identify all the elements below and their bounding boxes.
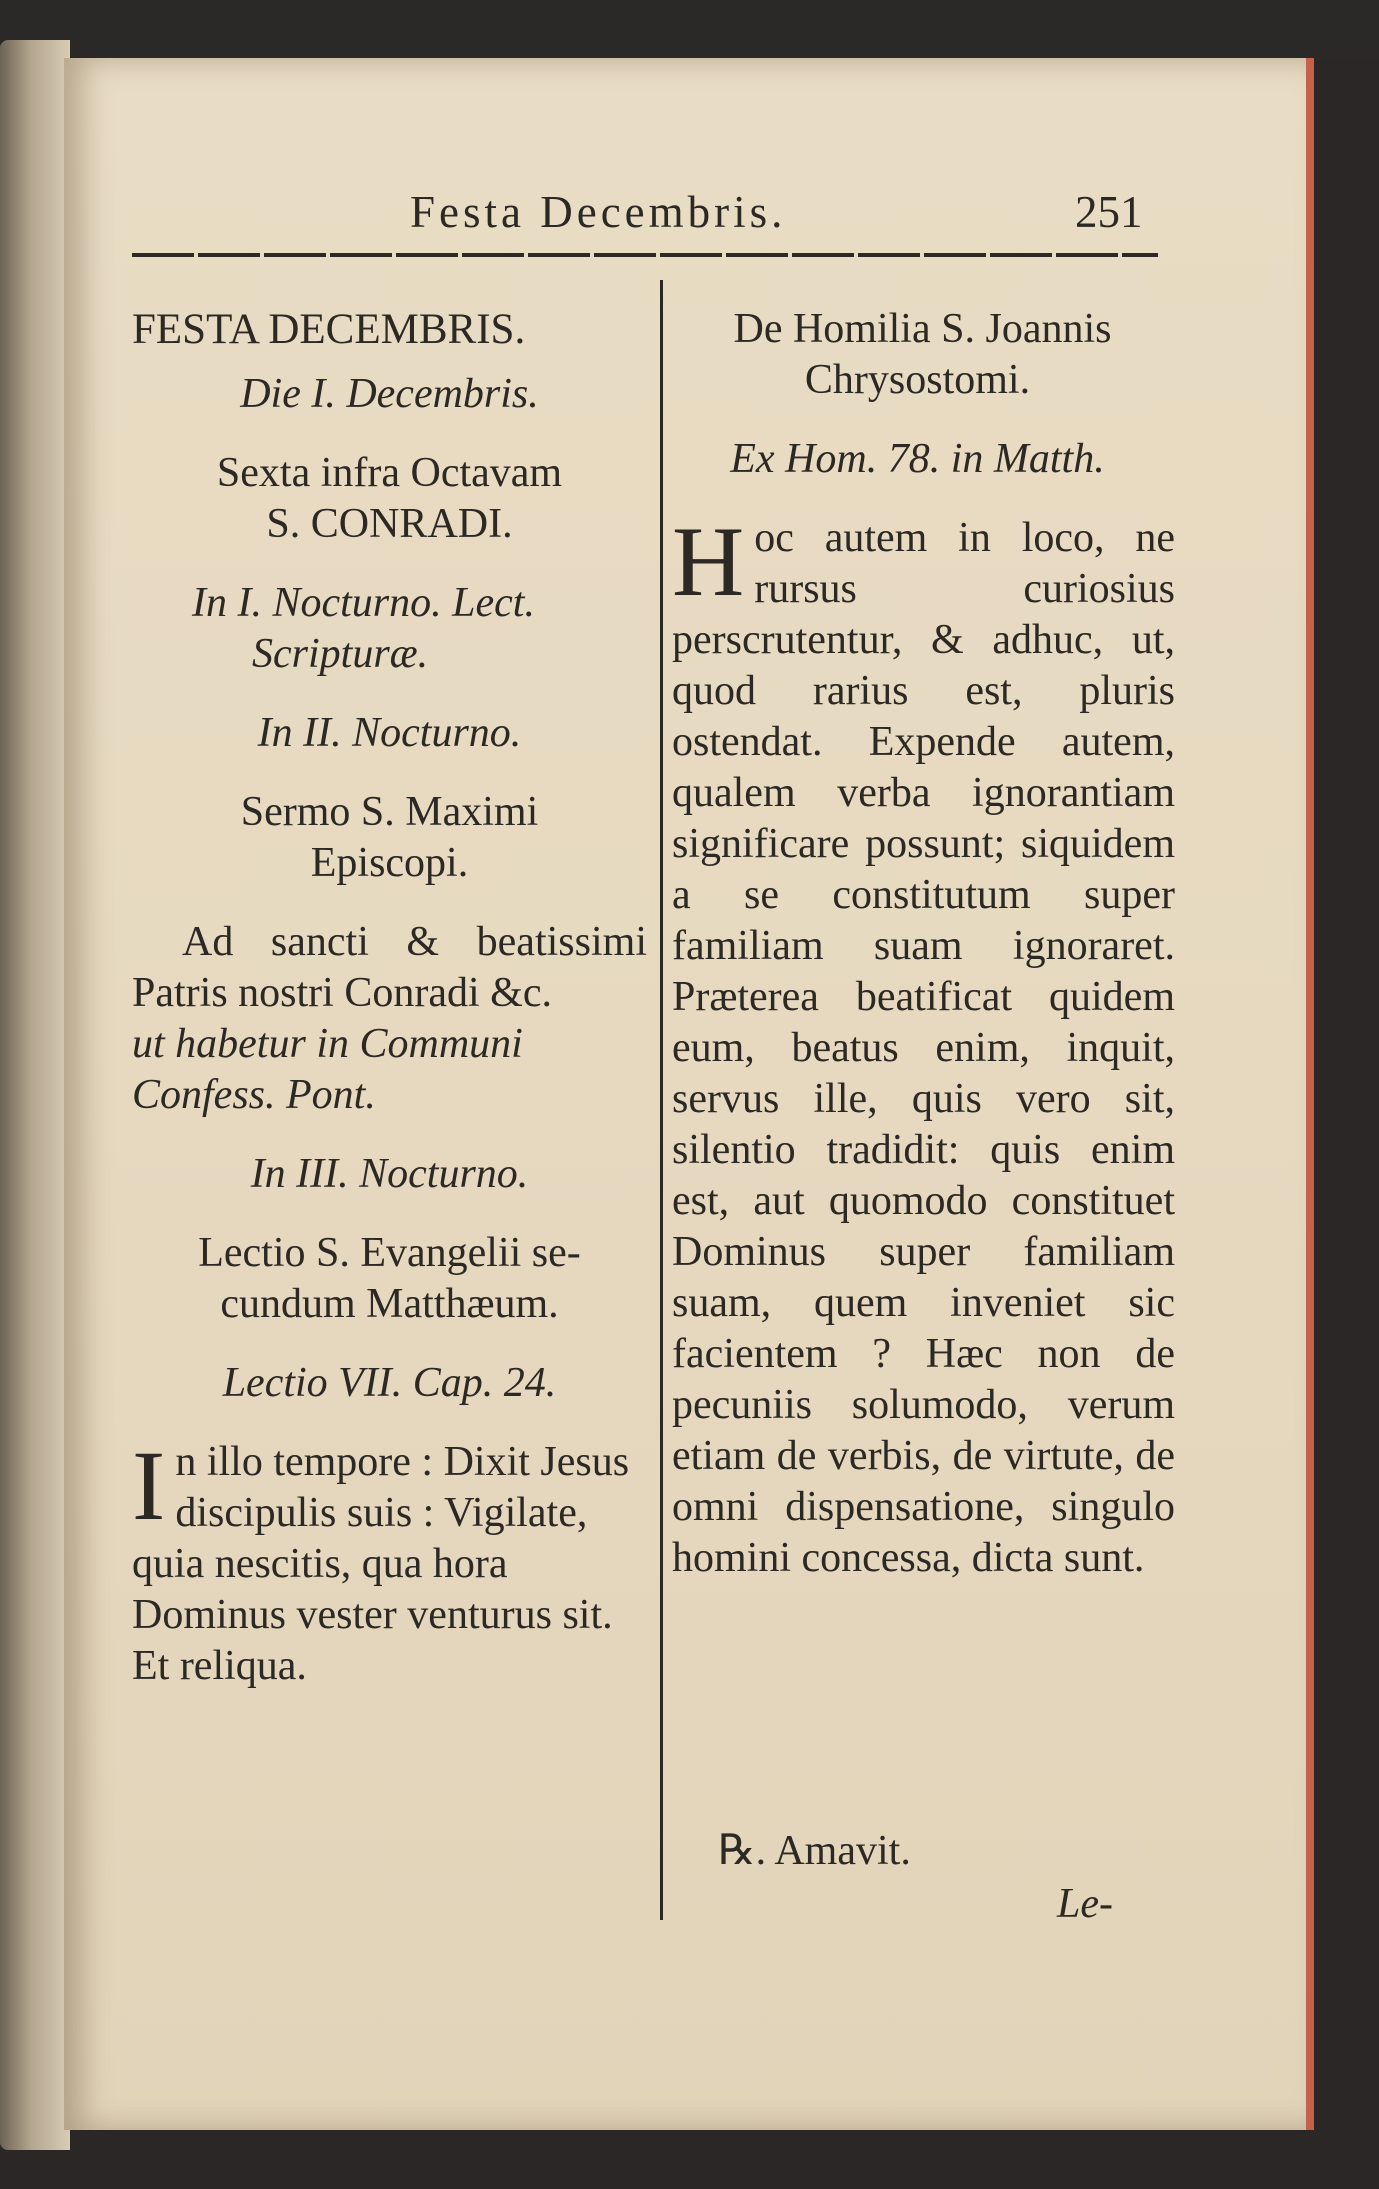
lectio-line-1: Lectio S. Evangelii se- (198, 1230, 581, 1276)
ex-hom-heading: Ex Hom. 78. in Matth. (730, 436, 1105, 482)
page-number: 251 (1075, 187, 1143, 237)
nocturn-1: In I. Nocturno. Lect. Scripturæ. (192, 580, 535, 677)
gospel-paragraph (132, 1430, 647, 1692)
homily-paragraph (660, 506, 1175, 1584)
sermo-line-1: Sermo S. Maximi (240, 789, 539, 835)
page-edge-red (1306, 58, 1314, 2130)
right-column (660, 304, 1175, 1584)
octave-line-1: Sexta infra Octavam (216, 450, 563, 496)
ad-sancti-text: Ad sancti & beatissimi Patris nostri Conradi &c. (132, 919, 647, 1016)
nocturn-3: In III. Nocturno. (250, 1151, 529, 1197)
header-rule (132, 253, 1158, 257)
homily-text: oc autem in loco, ne rursus curiosius perscrutentur, & adhuc, ut, quod rarius est, pluris ostendat. Expende autem, qualem verba ignorantiam significare possunt; siquidem a se constitutum super familiam suam ignoraret. Præterea beatificat quidem eum, beatus enim, inquit, servus ille, quis vero sit, silentio tradidit: quis enim est, aut quomodo constituet Dominus super familiam suam, quem inveniet sic facientem ? Hæc non de pecuniis solumodo, verum etiam de verbis, de virtute, de omni dispensatione, singulo homini concessa, dicta sunt. (672, 515, 1175, 1581)
sermo-line-2: Episcopi. (310, 840, 469, 886)
ut-habetur-text: ut habetur in Communi Confess. Pont. (132, 1021, 523, 1118)
feast-heading: FESTA DECEMBRIS. (132, 306, 526, 353)
homily-line-2: Chrysostomi. (804, 357, 1031, 403)
running-header: Festa Decembris. (410, 187, 787, 237)
responsory: ℞. Amavit. (718, 1828, 911, 1874)
facing-page-edge (0, 40, 70, 2150)
lectio-vii-heading: Lectio VII. Cap. 24. (222, 1360, 557, 1406)
homily-initial: H (672, 506, 745, 617)
catchword: Le- (1057, 1881, 1113, 1927)
lectio-line-2: cundum Matthæum. (220, 1281, 559, 1327)
octave-line-2: S. CONRADI. (266, 501, 513, 547)
nocturn-2: In II. Nocturno. (257, 710, 522, 756)
book-binding (0, 0, 1379, 60)
gospel-text: n illo tempore : Dixit Jesus discipulis suis : Vigilate, quia nescitis, qua hora Dominus vester venturus sit. Et reliqua. (132, 1439, 630, 1689)
gospel-initial: I (132, 1430, 166, 1541)
left-column (132, 304, 647, 1692)
homily-line-1: De Homilia S. Joannis (733, 306, 1112, 352)
date-line: Die I. Decembris. (240, 371, 539, 417)
